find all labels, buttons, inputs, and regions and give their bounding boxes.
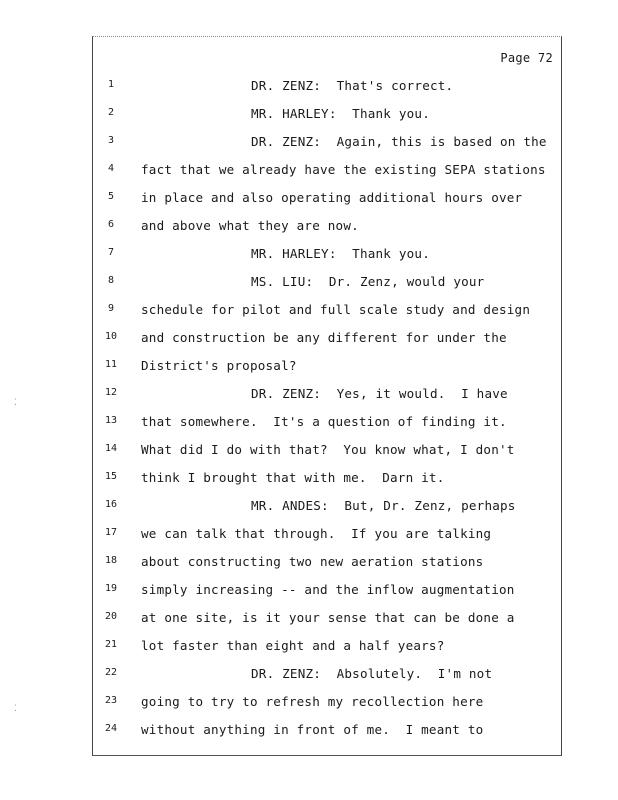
line-number: 14	[104, 443, 118, 454]
line-number: 4	[107, 163, 115, 174]
line-number: 11	[104, 359, 118, 370]
line-number: 18	[104, 555, 118, 566]
transcript-line	[93, 414, 561, 445]
transcript-line	[93, 190, 561, 221]
transcript-line	[93, 162, 561, 193]
line-text: simply increasing -- and the inflow augmentation	[141, 582, 515, 597]
line-number: 5	[107, 191, 115, 202]
line-number: 12	[104, 387, 118, 398]
line-text: MR. HARLEY: Thank you.	[251, 106, 430, 121]
line-text: DR. ZENZ: That's correct.	[251, 78, 454, 93]
line-number: 22	[104, 667, 118, 678]
scan-artifact-mark: ⁚	[14, 704, 17, 714]
line-number: 1	[107, 79, 115, 90]
line-text: lot faster than eight and a half years?	[141, 638, 445, 653]
line-number: 23	[104, 695, 118, 706]
transcript-line	[93, 302, 561, 333]
transcript-line	[93, 218, 561, 249]
line-text: What did I do with that? You know what, I don't	[141, 442, 515, 457]
transcript-page	[92, 36, 562, 756]
line-text: DR. ZENZ: Absolutely. I'm not	[251, 666, 493, 681]
transcript-line	[93, 134, 561, 165]
transcript-line	[93, 442, 561, 473]
line-number: 9	[107, 303, 115, 314]
line-number: 17	[104, 527, 118, 538]
transcript-line	[93, 694, 561, 725]
line-number: 8	[107, 275, 115, 286]
transcript-line	[93, 358, 561, 389]
line-text: fact that we already have the existing SEPA stations	[141, 162, 546, 177]
line-number: 24	[104, 723, 118, 734]
line-number: 16	[104, 499, 118, 510]
line-text: about constructing two new aeration stations	[141, 554, 484, 569]
transcript-line	[93, 666, 561, 697]
transcript-line	[93, 274, 561, 305]
transcript-line	[93, 582, 561, 613]
line-text: and construction be any different for under the	[141, 330, 507, 345]
line-number: 19	[104, 583, 118, 594]
line-text: schedule for pilot and full scale study and design	[141, 302, 531, 317]
line-text: MS. LIU: Dr. Zenz, would your	[251, 274, 485, 289]
transcript-line	[93, 106, 561, 137]
line-text: in place and also operating additional hours over	[141, 190, 523, 205]
line-text: we can talk that through. If you are talking	[141, 526, 492, 541]
transcript-line	[93, 638, 561, 669]
transcript-line	[93, 330, 561, 361]
transcript-line	[93, 554, 561, 585]
transcript-line	[93, 722, 561, 753]
page-number: Page 72	[500, 51, 553, 65]
transcript-line	[93, 526, 561, 557]
transcript-line	[93, 246, 561, 277]
line-number: 10	[104, 331, 118, 342]
transcript-line	[93, 78, 561, 109]
transcript-line	[93, 386, 561, 417]
line-number: 7	[107, 247, 115, 258]
transcript-line	[93, 470, 561, 501]
line-text: at one site, is it your sense that can be done a	[141, 610, 515, 625]
line-number: 6	[107, 219, 115, 230]
line-text: think I brought that with me. Darn it.	[141, 470, 445, 485]
line-number: 20	[104, 611, 118, 622]
line-number: 3	[107, 135, 115, 146]
transcript-line	[93, 498, 561, 529]
transcript-line	[93, 610, 561, 641]
transcript-lines	[93, 78, 561, 753]
scan-artifact-mark: ⁚	[14, 398, 17, 408]
line-number: 15	[104, 471, 118, 482]
line-text: going to try to refresh my recollection here	[141, 694, 484, 709]
line-number: 13	[104, 415, 118, 426]
line-text: DR. ZENZ: Yes, it would. I have	[251, 386, 508, 401]
line-text: MR. HARLEY: Thank you.	[251, 246, 430, 261]
line-number: 21	[104, 639, 118, 650]
line-text: MR. ANDES: But, Dr. Zenz, perhaps	[251, 498, 516, 513]
line-text: without anything in front of me. I meant to	[141, 722, 484, 737]
line-number: 2	[107, 107, 115, 118]
line-text: DR. ZENZ: Again, this is based on the	[251, 134, 547, 149]
line-text: District's proposal?	[141, 358, 297, 373]
line-text: that somewhere. It's a question of finding it.	[141, 414, 507, 429]
line-text: and above what they are now.	[141, 218, 359, 233]
